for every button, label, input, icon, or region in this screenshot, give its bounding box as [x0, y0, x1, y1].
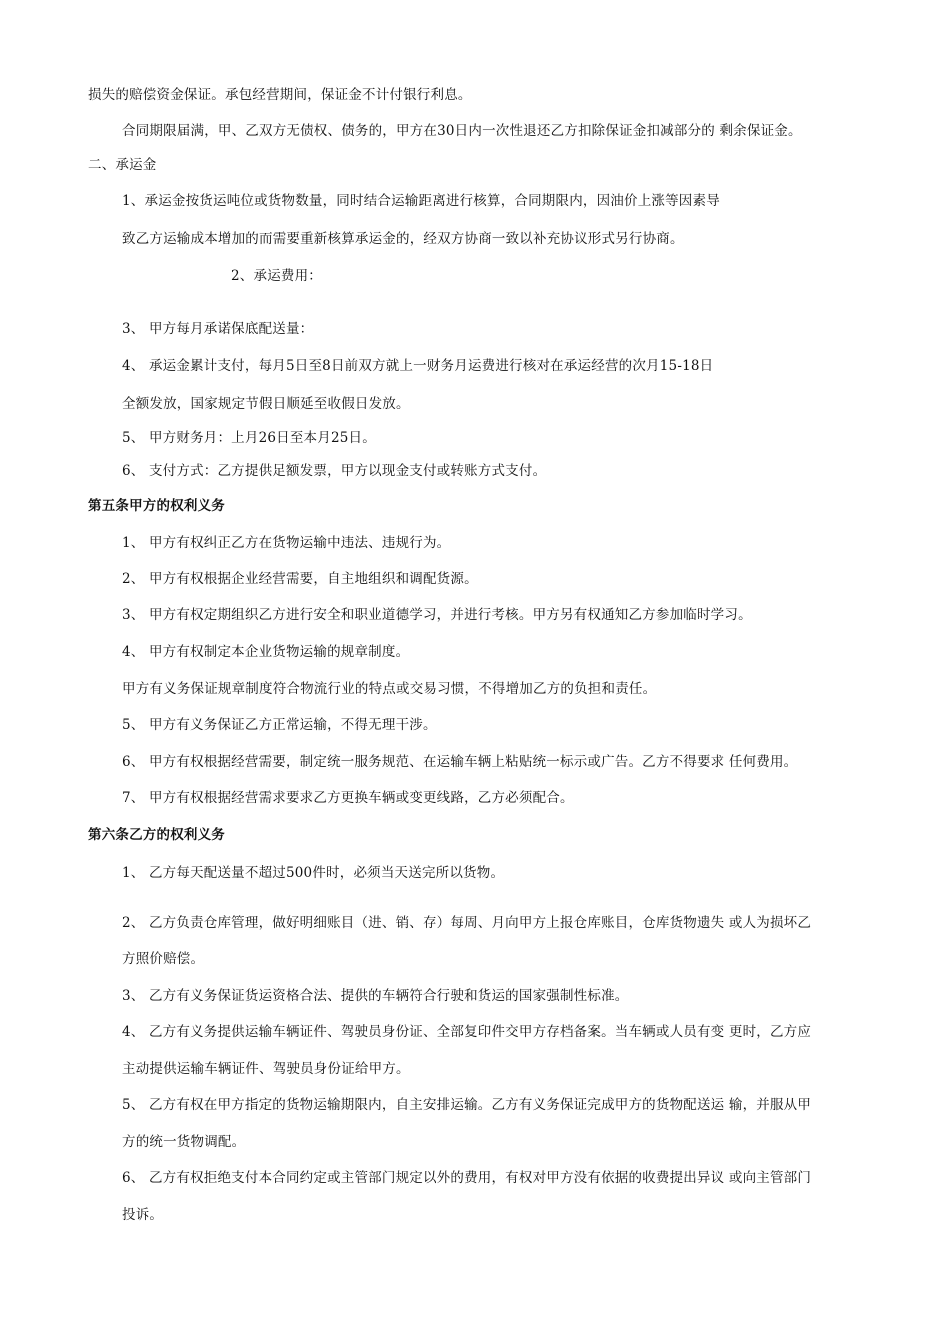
list-item: 4、 甲方有权制定本企业货物运输的规章制度。 [122, 644, 410, 660]
list-item: 5、 乙方有权在甲方指定的货物运输期限内，自主安排运输。乙方有义务保证完成甲方的货物配送运 输，并服从甲 [122, 1097, 812, 1113]
paragraph-line: 方的统一货物调配。 [122, 1134, 246, 1150]
list-item: 3、 甲方有权定期组织乙方进行安全和职业道德学习，并进行考核。甲方另有权通知乙方参加临时学习。 [122, 607, 752, 623]
list-item: 2、承运费用： [231, 268, 322, 284]
list-item: 3、 乙方有义务保证货运资格合法、提供的车辆符合行驶和货运的国家强制性标准。 [122, 988, 629, 1004]
list-item: 1、承运金按货运吨位或货物数量，同时结合运输距离进行核算，合同期限内，因油价上涨等因素导 [122, 193, 720, 209]
list-item: 1、 甲方有权纠正乙方在货物运输中违法、违规行为。 [122, 535, 451, 551]
paragraph-line: 主动提供运输车辆证件、驾驶员身份证给甲方。 [122, 1061, 410, 1077]
list-item: 6、 乙方有权拒绝支付本合同约定或主管部门规定以外的费用，有权对甲方没有依据的收费提出异议 或向主管部门 [122, 1170, 812, 1186]
article-heading: 第五条甲方的权利义务 [88, 498, 225, 514]
list-item: 4、 乙方有义务提供运输车辆证件、驾驶员身份证、全部复印件交甲方存档备案。当车辆或人员有变 更时，乙方应 [122, 1024, 812, 1040]
paragraph-line: 方照价赔偿。 [122, 951, 205, 967]
list-item: 5、 甲方有义务保证乙方正常运输，不得无理干涉。 [122, 717, 437, 733]
article-heading: 第六条乙方的权利义务 [88, 827, 225, 843]
paragraph-line: 合同期限届满，甲、乙双方无债权、债务的，甲方在30日内一次性退还乙方扣除保证金扣减部分的 剩余保证金。 [122, 123, 802, 139]
paragraph-line: 致乙方运输成本增加的而需要重新核算承运金的，经双方协商一致以补充协议形式另行协商。 [122, 231, 684, 247]
list-item: 5、 甲方财务月：上月26日至本月25日。 [122, 430, 376, 446]
paragraph-line: 全额发放，国家规定节假日顺延至收假日发放。 [122, 396, 410, 412]
section-heading: 二、承运金 [88, 157, 157, 173]
paragraph-line: 投诉。 [122, 1207, 164, 1223]
list-item: 7、 甲方有权根据经营需求要求乙方更换车辆或变更线路，乙方必须配合。 [122, 790, 574, 806]
list-item: 3、 甲方每月承诺保底配送量： [122, 321, 314, 337]
list-item: 4、 承运金累计支付，每月5日至8日前双方就上一财务月运费进行核对在承运经营的次月15-18日 [122, 358, 714, 374]
list-item: 2、 甲方有权根据企业经营需要，自主地组织和调配货源。 [122, 571, 478, 587]
list-item: 6、 支付方式：乙方提供足额发票，甲方以现金支付或转账方式支付。 [122, 463, 547, 479]
list-item: 2、 乙方负责仓库管理，做好明细账目（进、销、存）每周、月向甲方上报仓库账目，仓库货物遗失 或人为损坏乙 [122, 915, 812, 931]
paragraph-line: 损失的赔偿资金保证。承包经营期间，保证金不计付银行利息。 [88, 87, 472, 103]
list-item: 1、 乙方每天配送量不超过500件时，必须当天送完所以货物。 [122, 865, 505, 881]
list-item: 6、 甲方有权根据经营需要，制定统一服务规范、在运输车辆上粘贴统一标示或广告。乙方不得要求 任何费用。 [122, 754, 798, 770]
paragraph-line: 甲方有义务保证规章制度符合物流行业的特点或交易习惯，不得增加乙方的负担和责任。 [122, 681, 657, 697]
